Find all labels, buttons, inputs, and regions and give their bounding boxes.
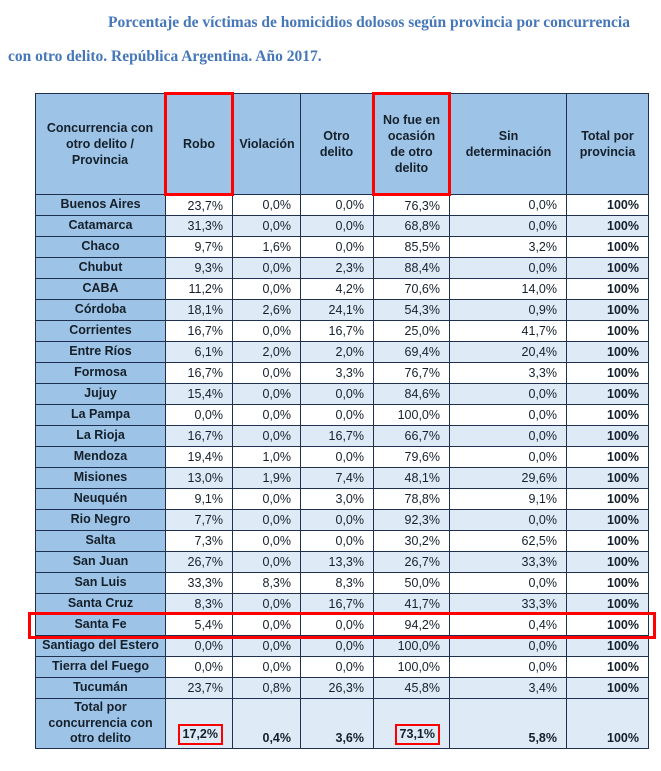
value-cell: 11,2%	[166, 279, 233, 300]
table-row	[36, 426, 649, 447]
table-row	[36, 363, 649, 384]
table-row	[36, 594, 649, 615]
total-value-cell: 3,6%	[301, 699, 374, 749]
value-cell: 100%	[567, 237, 649, 258]
value-cell: 0,0%	[166, 405, 233, 426]
value-cell: 7,3%	[166, 531, 233, 552]
value-cell: 0,0%	[233, 489, 301, 510]
highlighted-total-value: 17,2%	[178, 724, 223, 745]
table-row	[36, 300, 649, 321]
value-cell: 100%	[567, 615, 649, 636]
value-cell: 29,6%	[450, 468, 567, 489]
province-cell: Salta	[36, 531, 166, 552]
value-cell: 16,7%	[166, 321, 233, 342]
table-row	[36, 216, 649, 237]
total-row	[36, 699, 649, 749]
province-cell: San Juan	[36, 552, 166, 573]
value-cell: 100%	[567, 594, 649, 615]
value-cell: 9,1%	[450, 489, 567, 510]
province-cell: Neuquén	[36, 489, 166, 510]
value-cell: 69,4%	[374, 342, 450, 363]
highlighted-total-value: 73,1%	[395, 724, 440, 745]
value-cell: 0,0%	[450, 657, 567, 678]
value-cell: 3,3%	[450, 363, 567, 384]
table-row	[36, 468, 649, 489]
value-cell: 0,0%	[301, 384, 374, 405]
value-cell: 100%	[567, 426, 649, 447]
value-cell: 4,2%	[301, 279, 374, 300]
value-cell: 84,6%	[374, 384, 450, 405]
table-row	[36, 258, 649, 279]
column-header: Otro delito	[301, 94, 374, 195]
value-cell: 0,0%	[301, 636, 374, 657]
value-cell: 100%	[567, 657, 649, 678]
province-cell: Catamarca	[36, 216, 166, 237]
value-cell: 8,3%	[166, 594, 233, 615]
table-row	[36, 657, 649, 678]
table-row	[36, 447, 649, 468]
province-cell: Santiago del Estero	[36, 636, 166, 657]
value-cell: 0,0%	[301, 237, 374, 258]
value-cell: 0,0%	[450, 636, 567, 657]
value-cell: 3,2%	[450, 237, 567, 258]
province-cell: Jujuy	[36, 384, 166, 405]
table-row	[36, 405, 649, 426]
table-row	[36, 342, 649, 363]
value-cell: 9,7%	[166, 237, 233, 258]
value-cell: 0,8%	[233, 678, 301, 699]
value-cell: 0,0%	[450, 573, 567, 594]
value-cell: 0,0%	[301, 531, 374, 552]
value-cell: 48,1%	[374, 468, 450, 489]
value-cell: 0,0%	[450, 426, 567, 447]
header-row	[36, 94, 649, 195]
value-cell: 33,3%	[450, 552, 567, 573]
value-cell: 0,0%	[450, 447, 567, 468]
province-cell: Chaco	[36, 237, 166, 258]
value-cell: 0,0%	[233, 405, 301, 426]
value-cell: 85,5%	[374, 237, 450, 258]
value-cell: 26,7%	[166, 552, 233, 573]
value-cell: 0,0%	[450, 405, 567, 426]
value-cell: 68,8%	[374, 216, 450, 237]
value-cell: 5,4%	[166, 615, 233, 636]
table-row	[36, 279, 649, 300]
value-cell: 3,3%	[301, 363, 374, 384]
concurrence-table	[35, 92, 649, 749]
value-cell: 100%	[567, 447, 649, 468]
value-cell: 100%	[567, 489, 649, 510]
page-title: Porcentaje de víctimas de homicidios dolosos según provincia por concurrencia con otro delito. República Argentina. Año 2017.	[8, 14, 630, 65]
value-cell: 0,0%	[233, 258, 301, 279]
value-cell: 41,7%	[450, 321, 567, 342]
total-value-cell	[166, 699, 233, 749]
value-cell: 78,8%	[374, 489, 450, 510]
value-cell: 1,6%	[233, 237, 301, 258]
value-cell: 100%	[567, 510, 649, 531]
value-cell: 88,4%	[374, 258, 450, 279]
column-header: Total por provincia	[567, 94, 649, 195]
table-row	[36, 195, 649, 216]
column-header: Violación	[233, 94, 301, 195]
value-cell: 0,0%	[233, 657, 301, 678]
value-cell: 100%	[567, 531, 649, 552]
value-cell: 100%	[567, 384, 649, 405]
value-cell: 0,0%	[233, 279, 301, 300]
value-cell: 54,3%	[374, 300, 450, 321]
value-cell: 50,0%	[374, 573, 450, 594]
table-row	[36, 510, 649, 531]
table-row	[36, 552, 649, 573]
value-cell: 3,0%	[301, 489, 374, 510]
value-cell: 26,3%	[301, 678, 374, 699]
value-cell: 31,3%	[166, 216, 233, 237]
table-row	[36, 573, 649, 594]
value-cell: 100%	[567, 468, 649, 489]
province-cell: Misiones	[36, 468, 166, 489]
column-header-highlighted: Robo	[166, 94, 233, 195]
value-cell: 0,0%	[233, 426, 301, 447]
value-cell: 2,0%	[301, 342, 374, 363]
province-cell: San Luis	[36, 573, 166, 594]
table-row	[36, 531, 649, 552]
value-cell: 16,7%	[301, 426, 374, 447]
value-cell: 8,3%	[233, 573, 301, 594]
value-cell: 6,1%	[166, 342, 233, 363]
value-cell: 33,3%	[166, 573, 233, 594]
value-cell: 100%	[567, 321, 649, 342]
value-cell: 0,0%	[450, 216, 567, 237]
total-value-cell: 100%	[567, 699, 649, 749]
table-row	[36, 321, 649, 342]
value-cell: 79,6%	[374, 447, 450, 468]
value-cell: 76,3%	[374, 195, 450, 216]
total-value-cell	[374, 699, 450, 749]
value-cell: 70,6%	[374, 279, 450, 300]
value-cell: 92,3%	[374, 510, 450, 531]
value-cell: 2,0%	[233, 342, 301, 363]
value-cell: 7,7%	[166, 510, 233, 531]
value-cell: 24,1%	[301, 300, 374, 321]
value-cell: 100%	[567, 195, 649, 216]
value-cell: 0,0%	[233, 615, 301, 636]
value-cell: 100%	[567, 300, 649, 321]
value-cell: 9,1%	[166, 489, 233, 510]
column-header-provincia: Concurrencia con otro delito / Provincia	[36, 94, 166, 195]
province-cell: Rio Negro	[36, 510, 166, 531]
column-header-highlighted: No fue en ocasión de otro delito	[374, 94, 450, 195]
province-cell: CABA	[36, 279, 166, 300]
value-cell: 23,7%	[166, 195, 233, 216]
value-cell: 0,0%	[233, 216, 301, 237]
table-row	[36, 237, 649, 258]
total-value-cell: 0,4%	[233, 699, 301, 749]
table-row	[36, 636, 649, 657]
value-cell: 16,7%	[166, 363, 233, 384]
value-cell: 94,2%	[374, 615, 450, 636]
value-cell: 0,4%	[450, 615, 567, 636]
province-cell: Corrientes	[36, 321, 166, 342]
value-cell: 3,4%	[450, 678, 567, 699]
value-cell: 100%	[567, 216, 649, 237]
value-cell: 13,0%	[166, 468, 233, 489]
value-cell: 100%	[567, 279, 649, 300]
value-cell: 0,0%	[301, 615, 374, 636]
value-cell: 0,0%	[233, 531, 301, 552]
province-cell: La Rioja	[36, 426, 166, 447]
value-cell: 0,0%	[233, 384, 301, 405]
total-value-cell: 5,8%	[450, 699, 567, 749]
value-cell: 2,6%	[233, 300, 301, 321]
total-label-cell: Total por concurrencia con otro delito	[36, 699, 166, 749]
province-cell: Formosa	[36, 363, 166, 384]
value-cell: 0,0%	[166, 657, 233, 678]
province-cell: Santa Fe	[36, 615, 166, 636]
table-row	[36, 678, 649, 699]
value-cell: 76,7%	[374, 363, 450, 384]
value-cell: 0,0%	[301, 447, 374, 468]
value-cell: 16,7%	[301, 321, 374, 342]
value-cell: 0,0%	[450, 195, 567, 216]
value-cell: 0,0%	[301, 216, 374, 237]
value-cell: 100,0%	[374, 405, 450, 426]
value-cell: 66,7%	[374, 426, 450, 447]
value-cell: 13,3%	[301, 552, 374, 573]
table-row	[36, 489, 649, 510]
value-cell: 9,3%	[166, 258, 233, 279]
value-cell: 0,0%	[301, 195, 374, 216]
value-cell: 25,0%	[374, 321, 450, 342]
value-cell: 0,0%	[233, 552, 301, 573]
value-cell: 41,7%	[374, 594, 450, 615]
value-cell: 0,0%	[450, 384, 567, 405]
document-page	[0, 6, 661, 771]
value-cell: 15,4%	[166, 384, 233, 405]
column-header: Sin determinación	[450, 94, 567, 195]
value-cell: 0,0%	[233, 321, 301, 342]
province-cell: Córdoba	[36, 300, 166, 321]
province-cell: Mendoza	[36, 447, 166, 468]
value-cell: 0,0%	[301, 510, 374, 531]
value-cell: 14,0%	[450, 279, 567, 300]
value-cell: 100%	[567, 405, 649, 426]
value-cell: 100%	[567, 363, 649, 384]
value-cell: 1,0%	[233, 447, 301, 468]
value-cell: 0,0%	[166, 636, 233, 657]
value-cell: 19,4%	[166, 447, 233, 468]
value-cell: 100%	[567, 258, 649, 279]
value-cell: 100%	[567, 552, 649, 573]
value-cell: 18,1%	[166, 300, 233, 321]
table-row-highlighted	[36, 615, 649, 636]
value-cell: 0,0%	[233, 510, 301, 531]
value-cell: 16,7%	[301, 594, 374, 615]
province-cell: Tucumán	[36, 678, 166, 699]
value-cell: 45,8%	[374, 678, 450, 699]
province-cell: Entre Ríos	[36, 342, 166, 363]
value-cell: 100%	[567, 573, 649, 594]
value-cell: 26,7%	[374, 552, 450, 573]
value-cell: 100%	[567, 678, 649, 699]
province-cell: Chubut	[36, 258, 166, 279]
province-cell: Santa Cruz	[36, 594, 166, 615]
value-cell: 33,3%	[450, 594, 567, 615]
value-cell: 0,0%	[233, 594, 301, 615]
value-cell: 0,0%	[233, 363, 301, 384]
province-cell: Tierra del Fuego	[36, 657, 166, 678]
value-cell: 0,0%	[450, 510, 567, 531]
value-cell: 20,4%	[450, 342, 567, 363]
value-cell: 0,0%	[301, 405, 374, 426]
value-cell: 7,4%	[301, 468, 374, 489]
value-cell: 100,0%	[374, 636, 450, 657]
province-cell: Buenos Aires	[36, 195, 166, 216]
value-cell: 16,7%	[166, 426, 233, 447]
value-cell: 0,0%	[450, 258, 567, 279]
value-cell: 2,3%	[301, 258, 374, 279]
value-cell: 62,5%	[450, 531, 567, 552]
value-cell: 0,9%	[450, 300, 567, 321]
province-cell: La Pampa	[36, 405, 166, 426]
value-cell: 0,0%	[301, 657, 374, 678]
value-cell: 8,3%	[301, 573, 374, 594]
value-cell: 100%	[567, 636, 649, 657]
value-cell: 0,0%	[233, 195, 301, 216]
value-cell: 0,0%	[233, 636, 301, 657]
value-cell: 1,9%	[233, 468, 301, 489]
value-cell: 100,0%	[374, 657, 450, 678]
value-cell: 30,2%	[374, 531, 450, 552]
table-row	[36, 384, 649, 405]
table-container	[35, 92, 661, 749]
value-cell: 100%	[567, 342, 649, 363]
value-cell: 23,7%	[166, 678, 233, 699]
